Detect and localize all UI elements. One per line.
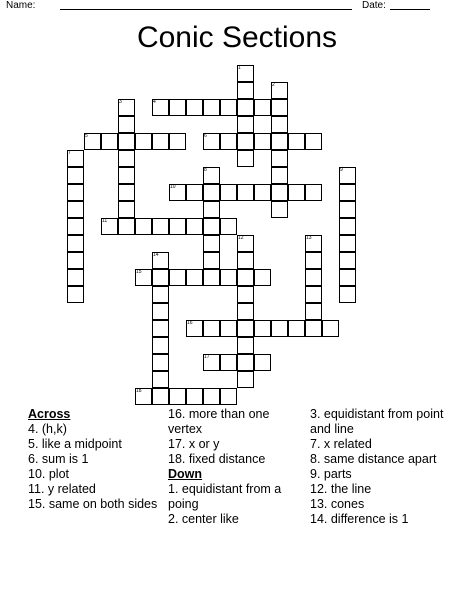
crossword-cell[interactable] [152, 133, 169, 150]
crossword-cell[interactable] [220, 388, 237, 405]
down-heading: Down [168, 467, 203, 481]
crossword-cell[interactable] [237, 252, 254, 269]
crossword-cell[interactable] [305, 133, 322, 150]
crossword-cell[interactable] [67, 184, 84, 201]
clue-item: 2. center like [168, 512, 239, 526]
crossword-cell[interactable] [152, 354, 169, 371]
crossword-cell[interactable] [271, 167, 288, 184]
clue-number: 14 [153, 252, 159, 258]
crossword-cell[interactable] [186, 218, 203, 235]
crossword-cell[interactable] [203, 388, 220, 405]
clue-number: 9 [340, 167, 343, 173]
clue-number: 18 [136, 388, 142, 394]
clue-number: 4 [153, 99, 156, 105]
crossword-cell[interactable] [220, 218, 237, 235]
crossword-cell[interactable] [237, 286, 254, 303]
crossword-cell[interactable] [220, 184, 237, 201]
clue-item: 1. equidistant from a poing [168, 482, 282, 511]
crossword-cell[interactable] [152, 269, 169, 286]
clue-item: 17. x or y [168, 437, 220, 451]
across-heading: Across [28, 407, 71, 421]
crossword-cell[interactable] [254, 269, 271, 286]
crossword-cell[interactable] [254, 99, 271, 116]
clue-number: 8 [204, 167, 207, 173]
crossword-cell[interactable] [203, 269, 220, 286]
crossword-cell[interactable] [220, 320, 237, 337]
crossword-cell[interactable] [67, 269, 84, 286]
clue-item: 15. same on both sides [28, 497, 158, 511]
crossword-cell[interactable] [118, 218, 135, 235]
crossword-cell[interactable] [203, 201, 220, 218]
crossword-cell[interactable] [118, 133, 135, 150]
clues-column-3 [310, 407, 450, 527]
crossword-cell[interactable] [220, 99, 237, 116]
clue-number: 7 [68, 150, 71, 156]
crossword-cell[interactable] [305, 184, 322, 201]
crossword-cell[interactable] [305, 269, 322, 286]
crossword-cell[interactable] [135, 133, 152, 150]
crossword-cell[interactable] [169, 218, 186, 235]
crossword-cell[interactable] [152, 320, 169, 337]
clue-number: 2 [272, 82, 275, 88]
page-title: Conic Sections [136, 21, 338, 54]
crossword-cell[interactable] [271, 184, 288, 201]
clue-item: 8. same distance apart [310, 452, 437, 466]
clue-item: 9. parts [310, 467, 352, 481]
crossword-cell[interactable] [237, 133, 254, 150]
clue-number: 5 [85, 133, 88, 139]
crossword-cell[interactable] [220, 354, 237, 371]
crossword-cell[interactable] [118, 201, 135, 218]
crossword-cell[interactable] [169, 269, 186, 286]
crossword-cell[interactable] [152, 286, 169, 303]
crossword-cell[interactable] [152, 218, 169, 235]
crossword-cell[interactable] [305, 303, 322, 320]
crossword-cell[interactable] [203, 99, 220, 116]
crossword-cell[interactable] [203, 235, 220, 252]
crossword-cell[interactable] [237, 337, 254, 354]
crossword-cell[interactable] [152, 337, 169, 354]
crossword-cell[interactable] [288, 320, 305, 337]
crossword-cell[interactable] [322, 320, 339, 337]
clue-number: 11 [102, 218, 108, 224]
clue-item: 6. sum is 1 [28, 452, 89, 466]
clue-number: 17 [204, 354, 210, 360]
crossword-cell[interactable] [339, 235, 356, 252]
clue-number: 12 [238, 235, 244, 241]
crossword-cell[interactable] [339, 252, 356, 269]
clue-item: 7. x related [310, 437, 372, 451]
crossword-cell[interactable] [203, 252, 220, 269]
crossword-cell[interactable] [152, 388, 169, 405]
crossword-cell[interactable] [169, 99, 186, 116]
clues-column-1 [28, 407, 158, 512]
crossword-cell[interactable] [305, 286, 322, 303]
crossword-cell[interactable] [254, 184, 271, 201]
crossword-cell[interactable] [203, 184, 220, 201]
clue-item: 14. difference is 1 [310, 512, 409, 526]
clue-number: 15 [136, 269, 142, 275]
crossword-cell[interactable] [186, 184, 203, 201]
crossword-cell[interactable] [288, 184, 305, 201]
crossword-cell[interactable] [237, 269, 254, 286]
crossword-cell[interactable] [135, 218, 152, 235]
crossword-cell[interactable] [67, 235, 84, 252]
crossword-cell[interactable] [186, 99, 203, 116]
crossword-cell[interactable] [271, 201, 288, 218]
crossword-cell[interactable] [237, 99, 254, 116]
crossword-cell[interactable] [237, 303, 254, 320]
crossword-cell[interactable] [271, 116, 288, 133]
crossword-cell[interactable] [339, 286, 356, 303]
crossword-cell[interactable] [271, 133, 288, 150]
crossword-cell[interactable] [169, 133, 186, 150]
clues-column-2 [168, 407, 304, 527]
crossword-cell[interactable] [271, 320, 288, 337]
clue-item: 10. plot [28, 467, 70, 481]
crossword-cell[interactable] [271, 150, 288, 167]
clue-item: 5. like a midpoint [28, 437, 122, 451]
clue-number: 10 [170, 184, 176, 190]
crossword-cell[interactable] [152, 303, 169, 320]
clue-number: 1 [238, 65, 241, 71]
crossword-cell[interactable] [237, 184, 254, 201]
crossword-cell[interactable] [237, 82, 254, 99]
date-label: Date: [362, 0, 386, 11]
crossword-cell[interactable] [339, 201, 356, 218]
crossword-cell[interactable] [67, 167, 84, 184]
crossword-cell[interactable] [101, 133, 118, 150]
clue-item: 11. y related [28, 482, 96, 496]
crossword-cell[interactable] [203, 320, 220, 337]
crossword-cell[interactable] [118, 167, 135, 184]
crossword-cell[interactable] [203, 218, 220, 235]
crossword-cell[interactable] [237, 116, 254, 133]
clue-number: 13 [306, 235, 312, 241]
crossword-cell[interactable] [67, 218, 84, 235]
crossword-cell[interactable] [339, 269, 356, 286]
crossword-cell[interactable] [67, 201, 84, 218]
crossword-cell[interactable] [67, 252, 84, 269]
crossword-cell[interactable] [186, 269, 203, 286]
crossword-cell[interactable] [254, 354, 271, 371]
crossword-cell[interactable] [118, 116, 135, 133]
crossword-cell[interactable] [237, 320, 254, 337]
crossword-cell[interactable] [305, 252, 322, 269]
crossword-cell[interactable] [152, 371, 169, 388]
crossword-cell[interactable] [339, 184, 356, 201]
crossword-cell[interactable] [271, 99, 288, 116]
crossword-cell[interactable] [254, 320, 271, 337]
clue-item: 3. equidistant from point and line [310, 407, 444, 436]
clue-number: 16 [187, 320, 193, 326]
clue-item: 13. cones [310, 497, 365, 511]
crossword-cell[interactable] [67, 286, 84, 303]
crossword-cell[interactable] [220, 133, 237, 150]
crossword-cell[interactable] [220, 269, 237, 286]
clue-item: 4. (h,k) [28, 422, 67, 436]
clue-item: 12. the line [310, 482, 372, 496]
crossword-cell[interactable] [305, 320, 322, 337]
crossword-cell[interactable] [237, 354, 254, 371]
crossword-cell[interactable] [118, 150, 135, 167]
crossword-cell[interactable] [288, 133, 305, 150]
crossword-cell[interactable] [339, 218, 356, 235]
clue-item: 16. more than one vertex [168, 407, 270, 436]
name-label: Name: [6, 0, 36, 11]
crossword-cell[interactable] [237, 150, 254, 167]
crossword-cell[interactable] [169, 388, 186, 405]
clue-item: 18. fixed distance [168, 452, 266, 466]
crossword-cell[interactable] [237, 371, 254, 388]
crossword-cell[interactable] [254, 133, 271, 150]
clue-number: 6 [204, 133, 207, 139]
crossword-cell[interactable] [118, 184, 135, 201]
clue-number: 3 [119, 99, 122, 105]
crossword-cell[interactable] [186, 388, 203, 405]
